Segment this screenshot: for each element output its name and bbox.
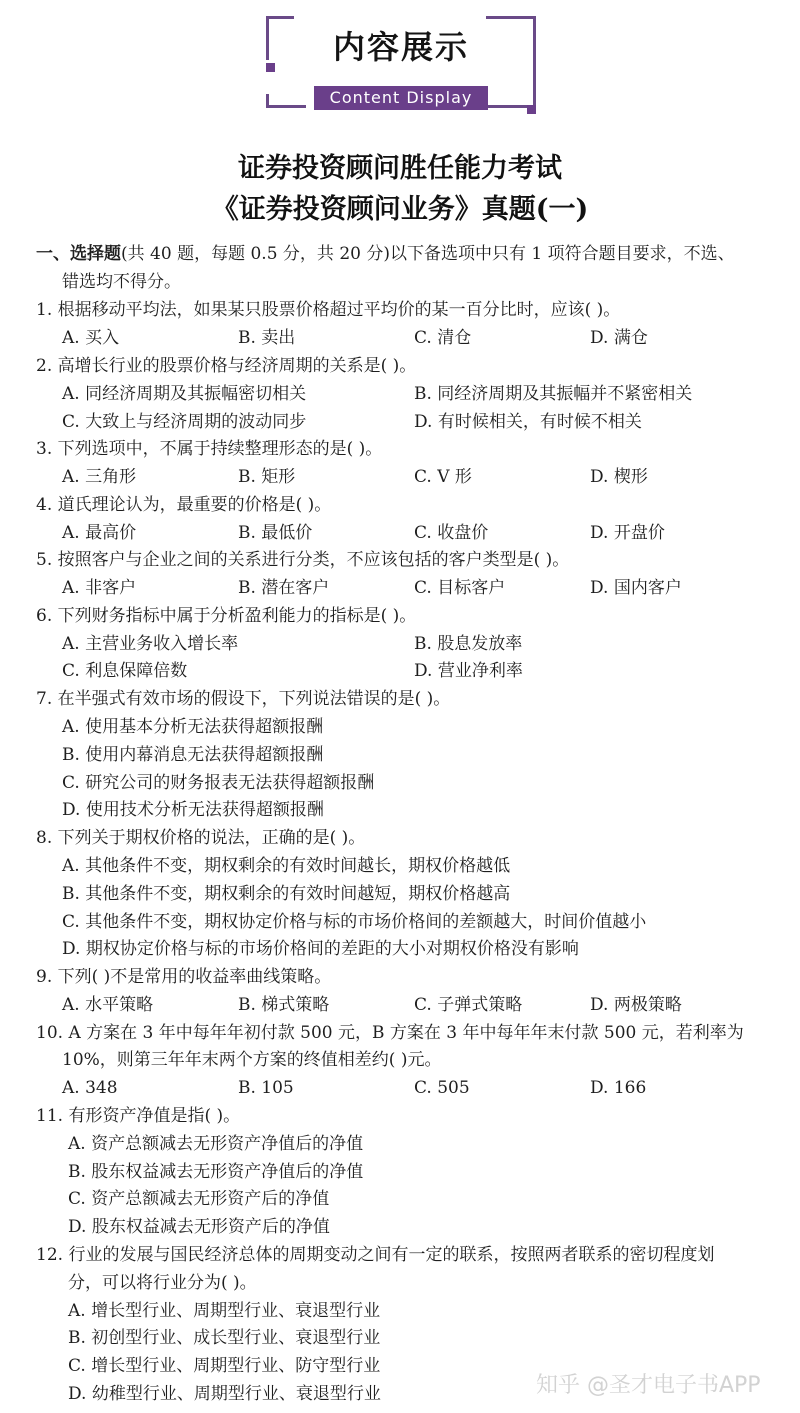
banner-frame-line [266,16,294,19]
question-stem: 4. 道氏理论认为，最重要的价格是( )。 [36,495,332,515]
option: A. 348 [62,1078,118,1098]
option: B. 股东权益减去无形资产净值后的净值 [68,1162,364,1182]
section-heading: 一、选择题 [36,244,121,264]
option: D. 幼稚型行业、周期型行业、衰退型行业 [68,1384,381,1404]
option: D. 使用技术分析无法获得超额报酬 [62,800,324,820]
content-display-banner [266,16,536,112]
banner-frame-line [266,105,306,108]
option: D. 营业净利率 [414,661,523,681]
option: B. 初创型行业、成长型行业、衰退型行业 [68,1328,381,1348]
option: D. 国内客户 [590,578,682,598]
option: C. 收盘价 [414,523,489,543]
document-title-line2: 《证券投资顾问业务》真题(一) [211,194,589,225]
option: A. 增长型行业、周期型行业、衰退型行业 [68,1301,381,1321]
option: C. 大致上与经济周期的波动同步 [62,412,307,432]
option: C. 增长型行业、周期型行业、防守型行业 [68,1356,381,1376]
section-description: (共 40 题，每题 0.5 分，共 20 分)以下备选项中只有 1 项符合题目要求，不选、 [121,244,735,264]
question-stem-cont: 10%，则第三年年末两个方案的终值相差约( )元。 [62,1050,442,1070]
option: A. 其他条件不变，期权剩余的有效时间越长，期权价格越低 [62,856,511,876]
zhihu-watermark: 知乎 @圣才电子书APP [536,1373,761,1398]
option: D. 两极策略 [590,995,682,1015]
question-stem: 12. 行业的发展与国民经济总体的周期变动之间有一定的联系，按照两者联系的密切程度划 [36,1245,715,1265]
question-stem: 5. 按照客户与企业之间的关系进行分类，不应该包括的客户类型是( )。 [36,550,570,570]
option: B. 其他条件不变，期权剩余的有效时间越短，期权价格越高 [62,884,511,904]
option: C. 清仓 [414,328,472,348]
option: C. 子弹式策略 [414,995,523,1015]
option: B. 105 [238,1078,294,1098]
option: D. 166 [590,1078,647,1098]
question-stem-cont: 分，可以将行业分为( )。 [68,1273,257,1293]
option: A. 主营业务收入增长率 [62,634,239,654]
option: D. 有时候相关，有时候不相关 [414,412,642,432]
question-stem: 6. 下列财务指标中属于分析盈利能力的指标是( )。 [36,606,417,626]
option: A. 资产总额减去无形资产净值后的净值 [68,1134,364,1154]
option: B. 股息发放率 [414,634,523,654]
option: C. 其他条件不变，期权协定价格与标的市场价格间的差额越大，时间价值越小 [62,912,647,932]
option: A. 同经济周期及其振幅密切相关 [62,384,307,404]
option: C. V 形 [414,467,472,487]
question-stem: 9. 下列( )不是常用的收益率曲线策略。 [36,967,332,987]
section-description-cont: 错选均不得分。 [62,272,181,292]
option: B. 梯式策略 [238,995,330,1015]
question-stem: 10. A 方案在 3 年中每年年初付款 500 元，B 方案在 3 年中每年年末付款 500 元，若利率为 [36,1023,744,1043]
option: C. 资产总额减去无形资产后的净值 [68,1189,330,1209]
question-stem: 11. 有形资产净值是指( )。 [36,1106,241,1126]
option: A. 三角形 [62,467,137,487]
option: A. 水平策略 [62,995,154,1015]
option: D. 楔形 [590,467,648,487]
option: D. 开盘价 [590,523,665,543]
option: B. 潜在客户 [238,578,330,598]
banner-title: 内容展示 [332,28,469,66]
option: B. 卖出 [238,328,296,348]
option: C. 505 [414,1078,470,1098]
option: A. 最高价 [62,523,137,543]
option: D. 满仓 [590,328,648,348]
option: B. 最低价 [238,523,313,543]
option: D. 期权协定价格与标的市场价格间的差距的大小对期权价格没有影响 [62,939,579,959]
option: B. 矩形 [238,467,296,487]
option: A. 买入 [62,328,120,348]
option: C. 利息保障倍数 [62,661,188,681]
option: A. 使用基本分析无法获得超额报酬 [62,717,324,737]
banner-frame-line [486,16,536,19]
option: A. 非客户 [62,578,137,598]
option: D. 股东权益减去无形资产后的净值 [68,1217,330,1237]
option: B. 使用内幕消息无法获得超额报酬 [62,745,324,765]
document-title-line1: 证券投资顾问胜任能力考试 [238,153,562,184]
option: C. 研究公司的财务报表无法获得超额报酬 [62,773,375,793]
banner-subtitle: Content Display [314,86,488,110]
question-stem: 2. 高增长行业的股票价格与经济周期的关系是( )。 [36,356,417,376]
option: C. 目标客户 [414,578,506,598]
question-stem: 8. 下列关于期权价格的说法，正确的是( )。 [36,828,366,848]
question-stem: 1. 根据移动平均法，如果某只股票价格超过平均价的某一百分比时，应该( )。 [36,300,621,320]
section-instructions [36,244,735,264]
question-stem: 3. 下列选项中，不属于持续整理形态的是( )。 [36,439,383,459]
question-stem: 7. 在半强式有效市场的假设下，下列说法错误的是( )。 [36,689,451,709]
option: B. 同经济周期及其振幅并不紧密相关 [414,384,693,404]
banner-square-marker [527,105,536,114]
